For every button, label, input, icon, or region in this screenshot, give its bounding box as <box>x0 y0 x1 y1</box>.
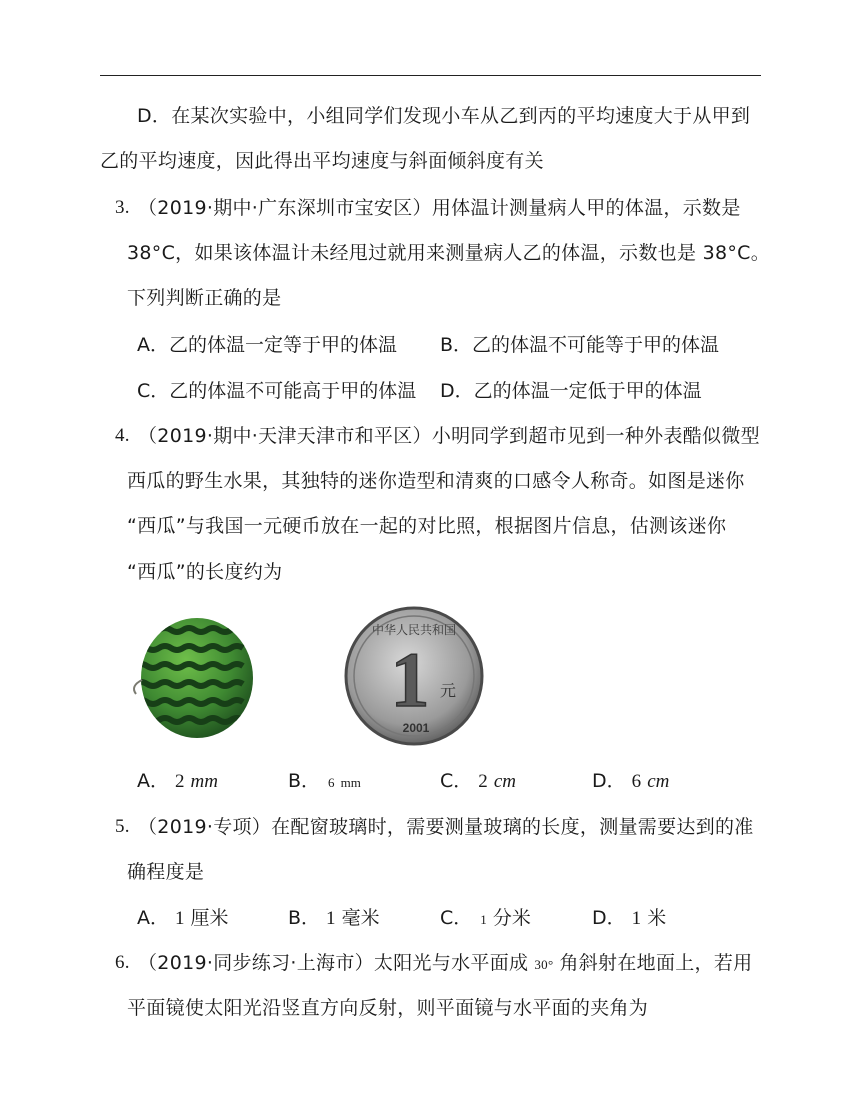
q2-option-d-line1: D．在某次实验中，小组同学们发现小车从乙到丙的平均速度大于从甲到 <box>137 105 751 127</box>
q4-option-b-value: 6 <box>328 775 335 790</box>
q5-number: 5. <box>115 816 130 837</box>
q5-option-b-letter: B． <box>288 907 321 929</box>
q3-stem-line3: 下列判断正确的是 <box>127 287 282 309</box>
q5-option-a-letter: A． <box>137 907 169 929</box>
q3-stem-line1: （2019·期中·广东深圳市宝安区）用体温计测量病人甲的体温，示数是 <box>138 197 741 219</box>
q4-stem-line2: 西瓜的野生水果，其独特的迷你造型和清爽的口感令人称奇。如图是迷你 <box>127 470 745 492</box>
q6-stem-line2: 平面镜使太阳光沿竖直方向反射，则平面镜与水平面的夹角为 <box>127 997 649 1019</box>
coin-denomination: 1 <box>390 636 430 723</box>
q6-angle: 30° <box>534 957 554 972</box>
coin-year: 2001 <box>402 721 430 735</box>
q5-stem-line2: 确程度是 <box>127 861 205 883</box>
q5-option-d-unit: 米 <box>647 907 667 929</box>
q5-option-c <box>440 906 531 932</box>
q3-number: 3. <box>115 197 130 218</box>
q5-option-b <box>288 906 380 931</box>
q4-number: 4. <box>115 425 130 446</box>
q4-option-c-letter: C． <box>440 770 473 792</box>
q6-stem-line1-post: 角斜射在地面上，若用 <box>559 952 753 974</box>
q4-option-d-unit: cm <box>647 771 670 792</box>
q4-option-d <box>592 769 669 794</box>
q4-option-b-unit: mm <box>340 775 361 790</box>
q4-stem-line3: “西瓜”与我国一元硬币放在一起的对比照，根据图片信息，估测该迷你 <box>127 515 727 537</box>
q6-number: 6. <box>115 952 130 973</box>
q4-stem-line4: “西瓜”的长度约为 <box>127 561 283 583</box>
q6-stem-line1 <box>138 951 752 977</box>
q5-option-b-value: 1 <box>326 908 336 929</box>
q4-option-d-letter: D． <box>592 770 626 792</box>
q4-option-a <box>137 769 218 794</box>
header-rule <box>100 75 761 76</box>
q3-option-a: A．乙的体温一定等于甲的体温 <box>137 334 397 356</box>
q5-option-c-unit: 分米 <box>492 907 531 929</box>
q5-option-d <box>592 906 666 931</box>
q5-option-a-unit: 厘米 <box>190 907 229 929</box>
q2-option-d-line2: 乙的平均速度，因此得出平均速度与斜面倾斜度有关 <box>100 150 544 172</box>
q3-stem-line2: 38°C，如果该体温计未经甩过就用来测量病人乙的体温，示数也是 38°C。 <box>127 242 771 264</box>
q3-option-b: B．乙的体温不可能等于甲的体温 <box>440 334 720 356</box>
coin-unit: 元 <box>439 681 457 700</box>
q4-option-a-value: 2 <box>175 771 185 792</box>
q4-option-d-value: 6 <box>631 771 642 792</box>
q5-stem-line1: （2019·专项）在配窗玻璃时，需要测量玻璃的长度，测量需要达到的准 <box>138 816 754 838</box>
q4-stem-line1: （2019·期中·天津天津市和平区）小明同学到超市见到一种外表酷似微型 <box>138 425 760 447</box>
q4-option-c-value: 2 <box>478 771 488 792</box>
q3-option-c: C．乙的体温不可能高于甲的体温 <box>137 380 417 402</box>
q4-option-a-letter: A． <box>137 770 169 792</box>
q5-option-a-value: 1 <box>175 908 185 929</box>
watermelon-image <box>125 608 265 744</box>
q5-option-d-value: 1 <box>631 908 642 929</box>
q5-option-b-unit: 毫米 <box>341 907 380 929</box>
q5-option-c-letter: C． <box>440 907 473 929</box>
q4-option-a-unit: mm <box>190 771 218 792</box>
q6-stem-line1-pre: （2019·同步练习·上海市）太阳光与水平面成 <box>138 952 529 974</box>
q4-option-b-letter: B． <box>288 770 321 792</box>
q4-option-c-unit: cm <box>493 771 516 792</box>
q3-option-d: D．乙的体温一定低于甲的体温 <box>440 380 702 402</box>
q5-option-d-letter: D． <box>592 907 626 929</box>
q5-option-c-value: 1 <box>480 912 487 927</box>
coin-image <box>338 604 490 748</box>
q4-option-b <box>288 769 361 795</box>
q5-option-a <box>137 906 229 931</box>
q4-option-c <box>440 769 516 794</box>
coin-top-text: 中华人民共和国 <box>371 623 457 637</box>
